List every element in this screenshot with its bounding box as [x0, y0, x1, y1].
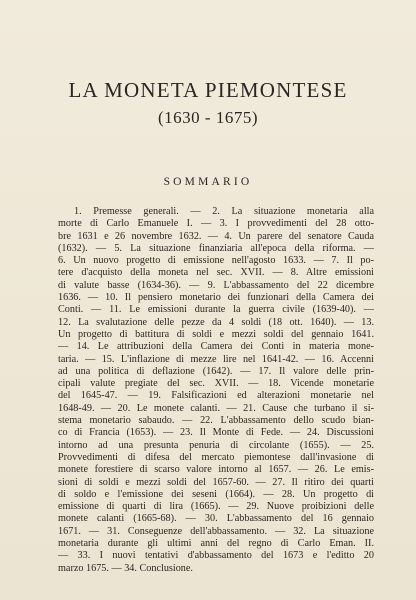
summary-line: 1636. — 10. Il pensiero monetario dei funzionari della Camera dei [58, 292, 374, 304]
summary-line: emissione di quarti di lira (1665). — 29. Nuove proibizioni delle [58, 501, 374, 513]
summary-line: taria. — 15. L'inflazione di mezze lire nel 1641-42. — 16. Accenni [58, 353, 374, 365]
summary-line: tere d'acquisto della moneta nel sec. XVII. — 8. Altre emissioni [58, 267, 374, 279]
summary-line: Conti. — 11. Le emissioni durante la guerra civile (1639-40). — [58, 304, 374, 316]
summary-line: co di Francia (1653). — 23. Il Monte di Fede. — 24. Discussioni [58, 427, 374, 439]
summary-line: morte di Carlo Emanuele I. — 3. I provvedimenti del 28 otto- [58, 218, 374, 230]
summary-line: monete forestiere di scarso valore intorno al 1657. — 26. Le emis- [58, 464, 374, 476]
summary-text [58, 206, 374, 575]
summary-line: cipali valute pregiate del sec. XVII. — 18. Vicende monetarie [58, 378, 374, 390]
summary-line: 1. Premesse generali. — 2. La situazione monetaria alla [74, 206, 374, 217]
summary-line: stema monetario sabaudo. — 22. L'abbassamento dello scudo bian- [58, 415, 374, 427]
summary-line: monete calanti (1665-68). — 30. L'abbassamento del 16 gennaio [58, 513, 374, 525]
section-heading: SOMMARIO [163, 176, 253, 188]
summary-line: marzo 1675. — 34. Conclusione. [58, 562, 193, 574]
summary-line: intorno ad una presunta penuria di circolante (1655). — 25. [58, 439, 374, 451]
document-title: LA MONETA PIEMONTESE [68, 78, 348, 102]
summary-line: bre 1631 e 26 novembre 1632. — 4. Un parere del senatore Cauda [58, 230, 374, 242]
summary-line: monetaria durante gli ultimi anni del regno di Carlo Eman. II. [58, 538, 374, 550]
document-dates: (1630 - 1675) [158, 108, 258, 127]
summary-line: Provvedimenti di difesa del mercato piemontese dall'invasione di [58, 451, 374, 463]
summary-line: del 1645-47. — 19. Falsificazioni ed alterazioni monetarie nel [58, 390, 374, 402]
summary-line: (1632). — 5. La situazione finanziaria all'epoca della riforma. — [58, 242, 374, 254]
summary-line: di valute basse (1634-36). — 9. L'abbassamento del 22 dicembre [58, 279, 374, 291]
summary-line: Un progetto di battitura di soldi e mezzi soldi del gennaio 1641. [58, 328, 374, 340]
summary-line: 12. La svalutazione delle pezze da 4 soldi (18 ott. 1640). — 13. [58, 316, 374, 328]
summary-line: — 14. Le attribuzioni della Camera dei Conti in materia mone- [58, 341, 374, 353]
summary-line: 1648-49. — 20. Le monete calanti. — 21. Cause che turbano il si- [58, 402, 374, 414]
summary-line: 1671. — 31. Conseguenze dell'abbassamento. — 32. La situazione [58, 525, 374, 537]
summary-line: sioni di soldi e mezzi soldi del 1657-60. — 27. Il ritiro dei quarti [58, 476, 374, 488]
summary-line: 6. Un nuovo progetto di emissione nell'agosto 1633. — 7. Il po- [58, 255, 374, 267]
summary-line: — 33. I nuovi tentativi d'abbassamento del 1673 e l'editto 20 [58, 550, 374, 562]
summary-line: ad una politica di deflazione (1642). — 17. Il valore delle prin- [58, 365, 374, 377]
summary-line: di soldo e l'emissione dei seseni (1664). — 28. Un progetto di [58, 488, 374, 500]
